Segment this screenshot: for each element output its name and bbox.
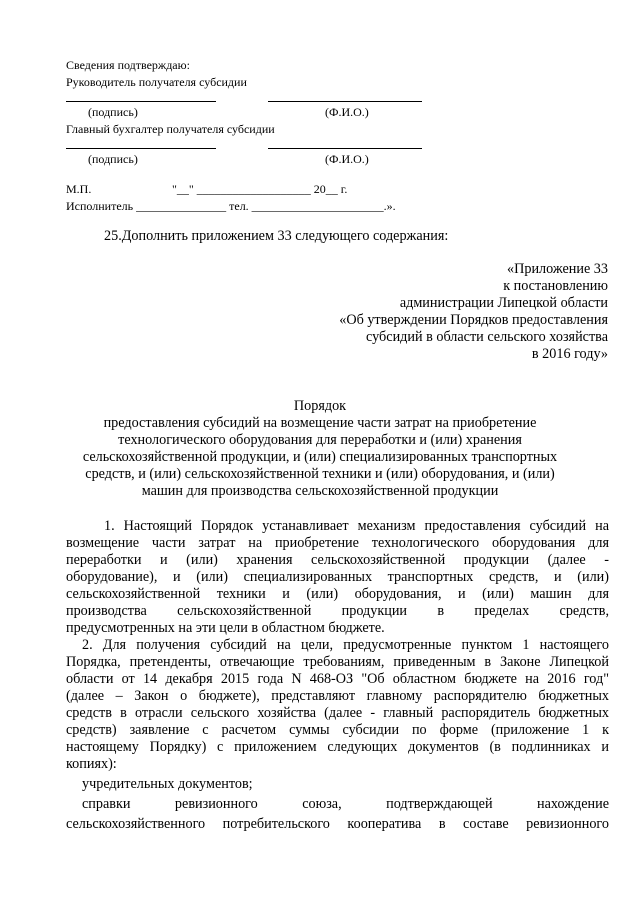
title-line: машин для производства сельскохозяйственной продукции bbox=[141, 483, 499, 499]
body-line: возмещение части затрат на приобретение технологического оборудования для bbox=[66, 535, 609, 551]
name-caption: (Ф.И.О.) bbox=[325, 152, 369, 166]
stamp-label: М.П. bbox=[66, 182, 92, 196]
body-line: Порядка, претенденты, отвечающие требованиям, приведенным в Законе Липецкой bbox=[66, 654, 609, 670]
signature-line bbox=[66, 101, 216, 102]
name-line bbox=[268, 148, 422, 149]
signature-line bbox=[66, 148, 216, 149]
appendix-line: «Об утверждении Порядков предоставления bbox=[339, 312, 608, 328]
signature-caption: (подпись) bbox=[88, 105, 138, 119]
body-line: средств в отрасли сельского хозяйства (далее - главный распорядитель бюджетных bbox=[66, 705, 609, 721]
body-line: средств) заявление с расчетом суммы субсидии по форме (приложение 1 к bbox=[66, 722, 609, 738]
body-line: производства сельскохозяйственной продукции в пределах средств, bbox=[66, 603, 609, 619]
title-line: сельскохозяйственной продукции, и (или) специализированных транспортных bbox=[82, 449, 558, 465]
body-line: (далее – Закон о бюджете), представляют главному распорядителю бюджетных bbox=[66, 688, 609, 704]
name-line bbox=[268, 101, 422, 102]
accountant-label: Главный бухгалтер получателя субсидии bbox=[66, 122, 275, 136]
document-title: Порядок bbox=[293, 398, 347, 414]
body-line: сельскохозяйственной техники и (или) оборудования, и (или) машин для bbox=[66, 586, 609, 602]
body-line: настоящему Порядку) с приложением следующих документов (в подлинниках и bbox=[66, 739, 609, 755]
appendix-line: администрации Липецкой области bbox=[399, 295, 608, 311]
appendix-line: в 2016 году» bbox=[531, 346, 608, 362]
body-line: учредительных документов; bbox=[82, 776, 253, 792]
executor-field: Исполнитель _______________ тел. ______________________.». bbox=[66, 199, 396, 213]
confirm-text: Сведения подтверждаю: bbox=[66, 58, 190, 72]
body-line: копиях): bbox=[66, 756, 117, 772]
title-line: средств, и (или) сельскохозяйственной техники и (или) оборудования, и (или) bbox=[85, 466, 555, 482]
body-line: 1. Настоящий Порядок устанавливает механизм предоставления субсидий на bbox=[104, 518, 609, 534]
appendix-line: «Приложение 33 bbox=[507, 261, 608, 277]
amendment-text: 25.Дополнить приложением 33 следующего содержания: bbox=[104, 228, 449, 244]
title-line: предоставления субсидий на возмещение части затрат на приобретение bbox=[103, 415, 537, 431]
body-line: оборудование), и (или) специализированных транспортных средств, и (или) bbox=[66, 569, 609, 585]
body-line: справки ревизионного союза, подтверждающей нахождение bbox=[82, 796, 609, 812]
body-line: сельскохозяйственного потребительского кооператива в составе ревизионного bbox=[66, 816, 609, 832]
body-line: переработки и (или) хранения сельскохозяйственной продукции (далее - bbox=[66, 552, 609, 568]
date-field: "__" ___________________ 20__ г. bbox=[172, 182, 348, 196]
body-line: 2. Для получения субсидий на цели, предусмотренные пунктом 1 настоящего bbox=[82, 637, 609, 653]
body-line: предусмотренных на эти цели в областном бюджете. bbox=[66, 620, 385, 636]
head-label: Руководитель получателя субсидии bbox=[66, 75, 247, 89]
title-line: технологического оборудования для переработки и (или) хранения bbox=[118, 432, 522, 448]
body-line: области от 14 декабря 2015 года N 468-ОЗ "Об областном бюджете на 2016 год" bbox=[66, 671, 609, 687]
name-caption: (Ф.И.О.) bbox=[325, 105, 369, 119]
appendix-line: к постановлению bbox=[503, 278, 608, 294]
appendix-line: субсидий в области сельского хозяйства bbox=[366, 329, 608, 345]
signature-caption: (подпись) bbox=[88, 152, 138, 166]
